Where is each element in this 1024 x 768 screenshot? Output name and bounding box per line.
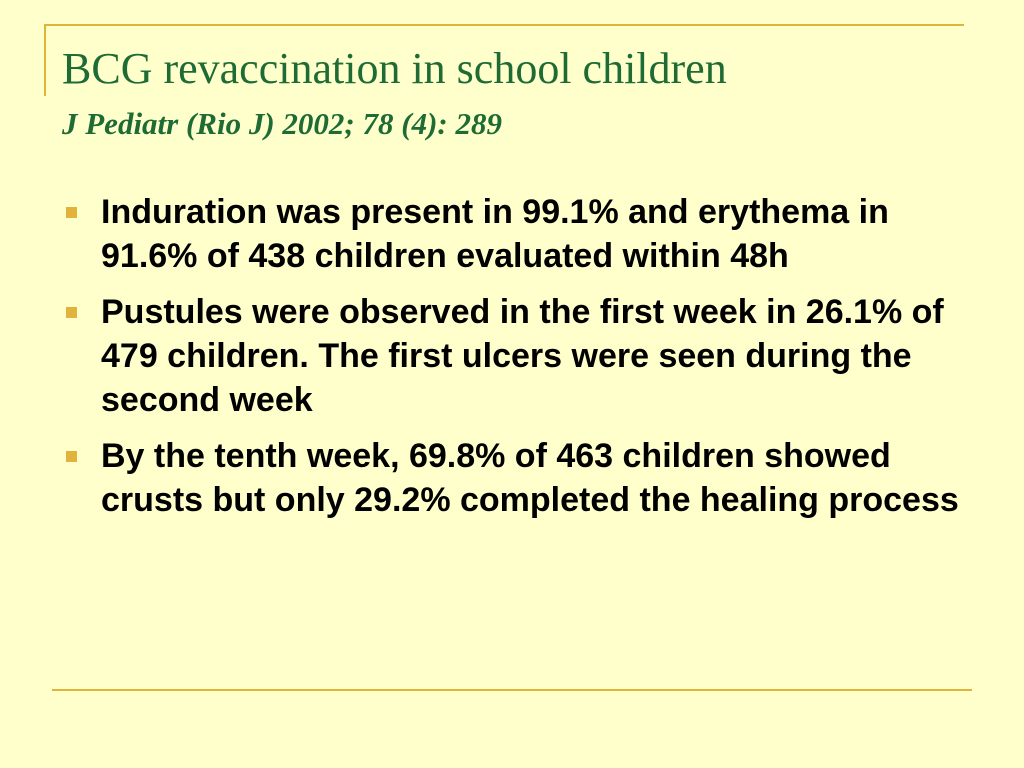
bullet-item-induration [62,190,962,278]
slide-citation: J Pediatr (Rio J) 2002; 78 (4): 289 [62,106,502,141]
left-rule [44,24,46,96]
bullet-item-pustules [62,290,962,422]
slide-title: BCG revaccination in school children [62,44,727,93]
square-bullet-icon [66,451,77,462]
bullet-text: Induration was present in 99.1% and erythema in 91.6% of 438 children evaluated within 48h [101,193,889,275]
bullet-item-healing [62,434,962,522]
bullet-list [62,190,962,534]
bullet-text: By the tenth week, 69.8% of 463 children showed crusts but only 29.2% completed the healing process [101,437,959,519]
square-bullet-icon [66,207,77,218]
bottom-rule [52,689,972,691]
bullet-text: Pustules were observed in the first week in 26.1% of 479 children. The first ulcers were seen during the second week [101,293,944,419]
square-bullet-icon [66,307,77,318]
top-rule [44,24,964,26]
